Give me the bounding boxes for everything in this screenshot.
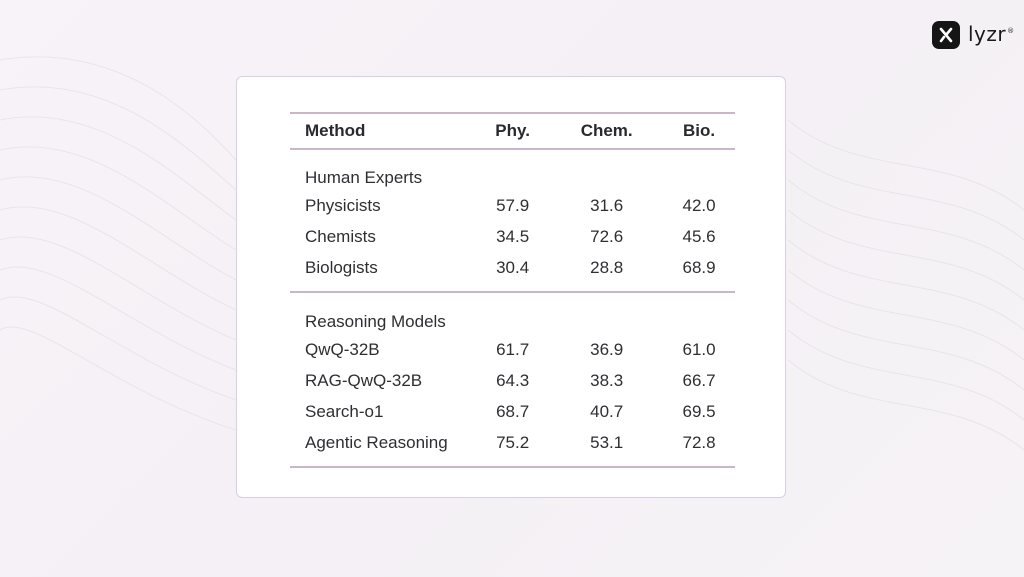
group-label-row xyxy=(290,149,735,190)
phy-cell: 68.7 xyxy=(496,401,530,421)
bio-cell: 69.5 xyxy=(682,401,716,421)
chem-cell: 40.7 xyxy=(590,401,624,421)
phy-cell: 75.2 xyxy=(496,432,530,452)
table-row xyxy=(290,252,735,283)
header-bio: Bio. xyxy=(683,121,716,140)
method-cell: Search-o1 xyxy=(305,401,384,421)
results-card xyxy=(236,76,786,498)
row-spacer xyxy=(290,283,735,292)
method-cell: Chemists xyxy=(305,226,376,246)
phy-cell: 61.7 xyxy=(496,339,530,359)
bio-cell: 61.0 xyxy=(682,339,716,359)
method-cell: RAG-QwQ-32B xyxy=(305,370,423,390)
phy-cell: 57.9 xyxy=(496,195,530,215)
chem-cell: 31.6 xyxy=(590,195,624,215)
header-chem: Chem. xyxy=(580,121,633,140)
bio-cell: 72.8 xyxy=(682,432,716,452)
header-phy: Phy. xyxy=(495,121,530,140)
brand-logo xyxy=(932,21,1015,49)
chem-cell: 28.8 xyxy=(590,257,624,277)
phy-cell: 30.4 xyxy=(496,257,530,277)
method-cell: Agentic Reasoning xyxy=(305,432,448,452)
phy-cell: 34.5 xyxy=(496,226,530,246)
bio-cell: 66.7 xyxy=(682,370,716,390)
lyzr-logo-icon xyxy=(932,21,960,49)
group-reasoning-models xyxy=(290,293,735,468)
chem-cell: 36.9 xyxy=(590,339,624,359)
table-row xyxy=(290,365,735,396)
method-cell: Biologists xyxy=(305,257,378,277)
bio-cell: 68.9 xyxy=(682,257,716,277)
group-label: Human Experts xyxy=(305,168,423,187)
bio-cell: 45.6 xyxy=(682,226,716,246)
row-spacer xyxy=(290,458,735,467)
table-row xyxy=(290,190,735,221)
chem-cell: 72.6 xyxy=(590,226,624,246)
chem-cell: 53.1 xyxy=(590,432,624,452)
group-human-experts xyxy=(290,149,735,293)
header-method: Method xyxy=(305,121,366,140)
method-cell: Physicists xyxy=(305,195,381,215)
chem-cell: 38.3 xyxy=(590,370,624,390)
phy-cell: 64.3 xyxy=(496,370,530,390)
table-header-row xyxy=(290,113,735,149)
bio-cell: 42.0 xyxy=(682,195,716,215)
table-row xyxy=(290,427,735,458)
group-label: Reasoning Models xyxy=(305,312,446,331)
brand-name: lyzr® xyxy=(968,22,1015,46)
table-row xyxy=(290,221,735,252)
results-table xyxy=(290,112,735,468)
table-row xyxy=(290,396,735,427)
bottom-divider xyxy=(290,467,735,468)
method-cell: QwQ-32B xyxy=(305,339,380,359)
group-label-row xyxy=(290,293,735,334)
table-row xyxy=(290,334,735,365)
